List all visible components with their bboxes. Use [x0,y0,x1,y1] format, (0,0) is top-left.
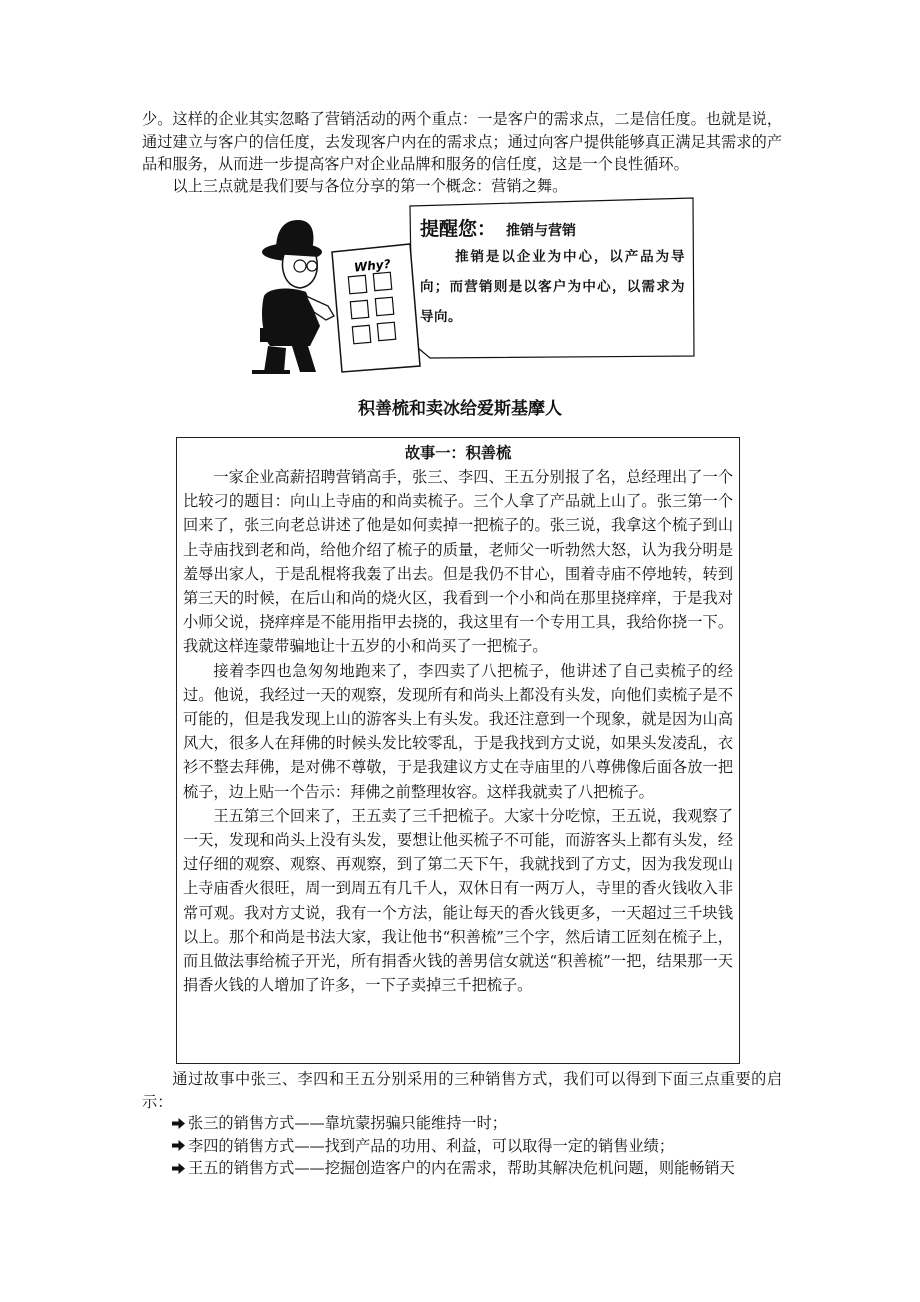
list-item-text: 王五的销售方式——挖掘创造客户的内在需求，帮助其解决危机问题，则能畅销天 [188,1159,735,1177]
story-box [176,437,740,1064]
list-item [172,1112,784,1135]
tip-heading-label: 提醒您： [420,218,497,240]
tip-subject: 推销与营销 [506,223,577,239]
why-board [332,244,420,372]
conclusion-list [172,1112,784,1180]
intro-paragraph: 少。这样的企业其实忽略了营销活动的两个重点：一是客户的需求点，二是信任度。也就是说，通过建立与客户的信任度，去发现客户内在的需求点；通过向客户提供能够真正满足其需求的产品和服务，从而进一步提高客户对企业品牌和服务的信任度，这是一个良性循环。 [142,110,782,173]
list-item [172,1135,784,1158]
story-paragraph: 接着李四也急匆匆地跑来了，李四卖了八把梳子，他讲述了自己卖梳子的经过。他说，我经过一天的观察，发现所有和尚头上都没有头发，向他们卖梳子是不可能的，但是我发现上山的游客头上有头发。我还注意到一个现象，就是因为山高风大，很多人在拜佛的时候头发比较零乱，于是我找到方丈说，如果头发凌乱，衣衫不整去拜佛，是对佛不尊敬，于是我建议方丈在寺庙里的八尊佛像后面各放一把梳子，边上贴一个告示：拜佛之前整理妆容。这样我就卖了八把梳子。 [183,661,733,801]
tip-body: 推销是以企业为中心，以产品为导向；而营销则是以客户为中心，以需求为导向。 [420,249,685,325]
arrow-right-icon [172,1163,185,1174]
list-item [172,1157,784,1180]
arrow-right-icon [172,1118,185,1129]
intro-paragraph-summary: 以上三点就是我们要与各位分享的第一个概念：营销之舞。 [172,177,568,195]
board-label: Why? [353,256,392,275]
story-paragraph: 一家企业高薪招聘营销高手，张三、李四、王五分别报了名，总经理出了一个比较刁的题目：向山上寺庙的和尚卖梳子。三个人拿了产品就上山了。张三第一个回来了，张三向老总讲述了他是如何卖掉一把梳子的。张三说，我拿这个梳子到山上寺庙找到老和尚，给他介绍了梳子的质量，老师父一听勃然大怒，认为我分明是羞辱出家人，于是乱棍将我轰了出去。但是我仍不甘心，围着寺庙不停地转，转到第三天的时候，在后山和尚的烧火区，我看到一个小和尚在那里挠痒痒，于是我对小师父说，挠痒痒是不能用指甲去挠的，我这里有一个专用工具，我给你挠一下。我就这样连蒙带骗地让十五岁的小和尚买了一把梳子。 [183,468,733,656]
story-paragraph: 王五第三个回来了，王五卖了三千把梳子。大家十分吃惊，王五说，我观察了一天，发现和尚头上没有头发，要想让他买梳子不可能，而游客头上都有头发，经过仔细的观察、观察、再观察，到了第二天下午，我就找到了方丈，因为我发现山上寺庙香火很旺，周一到周五有几千人，双休日有一两万人，寺里的香火钱收入非常可观。我对方丈说，我有一个方法，能让每天的香火钱更多，一天超过三千块钱以上。那个和尚是书法大家，我让他书“积善梳”三个字，然后请工匠刻在梳子上，而且做法事给梳子开光，所有捐香火钱的善男信女就送“积善梳”一把，结果那一天捐香火钱的人增加了许多，一下子卖掉三千把梳子。 [183,806,733,995]
tip-heading [420,214,576,241]
man-figure [252,220,334,374]
section-title: 积善梳和卖冰给爱斯基摩人 [358,399,562,419]
conclusion-lead: 通过故事中张三、李四和王五分别采用的三种销售方式，我们可以得到下面三点重要的启示： [142,1070,782,1111]
list-item-text: 张三的销售方式——靠坑蒙拐骗只能维持一时； [188,1114,507,1132]
arrow-right-icon [172,1140,185,1151]
list-item-text: 李四的销售方式——找到产品的功用、利益，可以取得一定的销售业绩； [188,1136,674,1155]
story-title: 故事一：积善梳 [404,444,512,462]
